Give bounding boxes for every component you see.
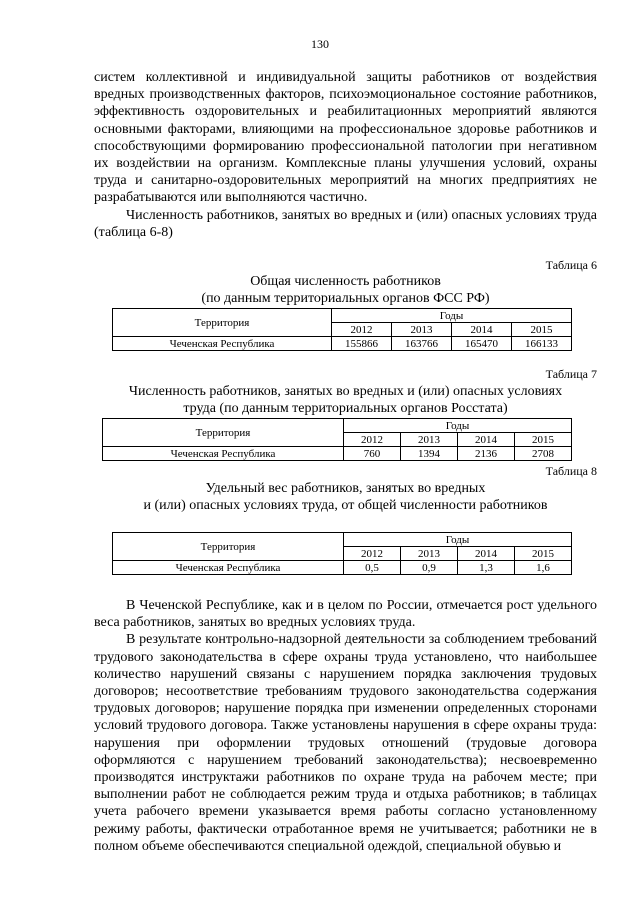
intro-block	[94, 69, 597, 241]
table7-value: 1394	[401, 447, 458, 461]
table6-value: 165470	[452, 337, 512, 351]
table6-region: Чеченская Республика	[113, 337, 332, 351]
paragraph-3: В результате контрольно-надзорной деятельности за соблюдением требований трудового законодательства в сфере охраны труда установлено, что наибольшее количество нарушений связаны с нарушением порядка заключения трудовых договоров; несоответствие требованиям трудового законодательства содержания трудовых договоров; нарушение порядка при изменении определенных сторонами условий трудового договора. Также установлены нарушения в сфере охраны труда: нарушения при оформлении трудовых отношений (трудовые договора оформляются с нарушением требований законодательства); несвоевременно производятся инструктажи работников по охране труда на рабочем месте; при выполнении работ не соблюдается режим труда и отдыха работников; в таблицах учета рабочего времени указывается время работы согласно установленному режиму работы, фактически отработанное время не учитывается; работники не в полном объеме обеспечиваются специальной одеждой, специальной обувью и	[94, 632, 597, 854]
paragraph-2: В Чеченской Республике, как и в целом по России, отмечается рост удельного веса работников, занятых во вредных условиях труда.	[94, 598, 597, 631]
table8-col-years: Годы	[344, 533, 572, 547]
table8-value: 0,5	[344, 561, 401, 575]
table6-title-line1: Общая численность работников	[250, 274, 441, 289]
table8-year: 2012	[344, 547, 401, 561]
table7	[102, 418, 572, 461]
table7-value: 2136	[458, 447, 515, 461]
table8-year: 2013	[401, 547, 458, 561]
table7-value: 2708	[515, 447, 572, 461]
table8-label: Таблица 8	[545, 464, 597, 478]
table7-caption	[94, 383, 597, 417]
table8-value: 1,3	[458, 561, 515, 575]
table8-col-territory: Территория	[113, 533, 344, 561]
table6-col-territory: Территория	[113, 309, 332, 337]
table6-col-years: Годы	[332, 309, 572, 323]
body-block	[94, 597, 597, 855]
table6-value: 163766	[392, 337, 452, 351]
table6-year: 2013	[392, 323, 452, 337]
table7-year: 2013	[401, 433, 458, 447]
table8-caption	[94, 480, 597, 514]
tables-intro: Численность работников, занятых во вредных и (или) опасных условиях труда (таблица 6-8)	[94, 207, 597, 240]
table7-year: 2012	[344, 433, 401, 447]
table8-value: 0,9	[401, 561, 458, 575]
table8-year: 2014	[458, 547, 515, 561]
table7-year: 2015	[515, 433, 572, 447]
table8-title-line2: и (или) опасных условиях труда, от общей численности работников	[143, 498, 548, 513]
table6	[112, 308, 572, 351]
table7-title-line1: Численность работников, занятых во вредных и (или) опасных условиях	[128, 384, 563, 399]
table7-label: Таблица 7	[545, 367, 597, 381]
table7-value: 760	[344, 447, 401, 461]
table8	[112, 532, 572, 575]
table6-year: 2014	[452, 323, 512, 337]
page-number: 130	[311, 37, 329, 51]
table6-year: 2012	[332, 323, 392, 337]
table6-caption	[94, 273, 597, 307]
table7-col-years: Годы	[344, 419, 572, 433]
table6-label: Таблица 6	[545, 258, 597, 272]
table6-value: 166133	[512, 337, 572, 351]
table7-region: Чеченская Республика	[103, 447, 344, 461]
table6-title-line2: (по данным территориальных органов ФСС РФ)	[201, 291, 490, 306]
table7-year: 2014	[458, 433, 515, 447]
table8-title-line1: Удельный вес работников, занятых во вредных	[205, 481, 486, 496]
table8-region: Чеченская Республика	[113, 561, 344, 575]
intro-paragraph: систем коллективной и индивидуальной защиты работников от воздействия вредных производственных факторов, психоэмоциональное состояние работников, эффективность оздоровительных и реабилитационных мероприятий являются основными факторами, влияющими на профессиональное здоровье работников и способствующими формированию профессиональной патологии при негативном их воздействии на организм. Комплексные планы улучшения условий, охраны труда и санитарно-оздоровительных мероприятий на многих предприятиях не разрабатываются или выполняются частично.	[94, 70, 597, 206]
table7-title-line2: труда (по данным территориальных органов Росстата)	[183, 401, 508, 416]
table7-col-territory: Территория	[103, 419, 344, 447]
table8-value: 1,6	[515, 561, 572, 575]
table6-value: 155866	[332, 337, 392, 351]
table8-year: 2015	[515, 547, 572, 561]
table6-year: 2015	[512, 323, 572, 337]
